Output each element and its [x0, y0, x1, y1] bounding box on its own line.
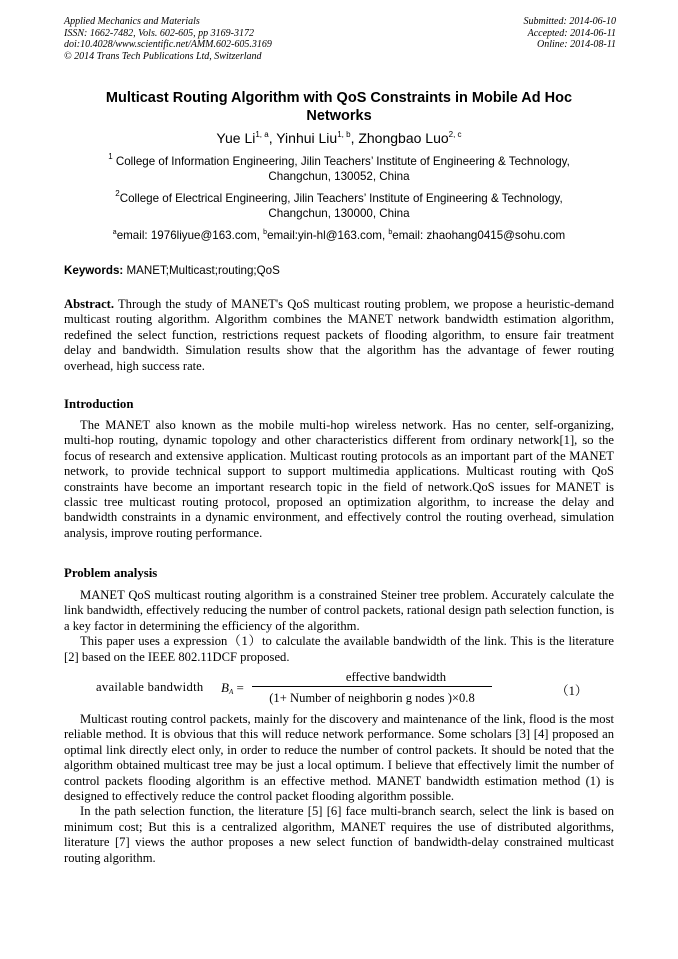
paper-title — [64, 89, 614, 125]
section-heading-introduction: Introduction — [64, 397, 134, 411]
problem-paragraph-3: Multicast routing control packets, mainly for the discovery and maintenance of the link, flood is the most reliable method. It is obvious that this will reduce network performance. Some scholars [3] [4] proposed an optimal link directly elect only, in order to reduce the number of control packets. It should be noted that the algorithm obtained multicast tree may be just a local optimum. I believe that effectively limit the number of control packets flooding algorithm is an effective method. MANET bandwidth estimation method (1) is designed to effectively reduce the control packet flooding algorithm possible. — [64, 712, 614, 804]
fraction-bar — [252, 686, 492, 687]
equation-numerator: effective bandwidth — [345, 670, 447, 684]
introduction-body — [64, 418, 614, 541]
equation-lhs-symbol: B — [221, 680, 229, 695]
email-mark: a — [112, 229, 117, 236]
problem-analysis-body-2 — [64, 712, 614, 866]
affiliation-text: College of Electrical Engineering, Jilin Teachers’ Institute of Engineering & Technology, — [119, 192, 563, 205]
abstract — [64, 297, 614, 374]
problem-analysis-body-1 — [64, 588, 614, 665]
online-date: Online: 2014-08-11 — [537, 39, 616, 50]
email-mark: b — [388, 229, 393, 236]
introduction-paragraph: The MANET also known as the mobile multi-hop wireless network. Has no center, self-organizing, multi-hop routing, dynamic topology and other characteristics different from ordinary network[1], so the focus of research and extensive application. Multicast routing protocols as an important part of the MANET network, to provide technical support to support multimedia applications. Multicast routing with QoS constraints have become an important research topic in the field of network.QoS issues for MANET is classic tree multicast routing protocol, proposed an optimization algorithm, to increase the delay and bandwidth constraints in a dynamic environment, and effectively control the routing overhead, simulation analysis, improve routing performance. — [64, 418, 614, 540]
affiliation-1 — [64, 154, 614, 184]
author-separator: , — [350, 130, 359, 146]
affiliation-city: Changchun, 130000, China — [268, 207, 410, 220]
submitted-date: Submitted: 2014-06-10 — [523, 16, 616, 27]
email-text: email: 1976liyue@163.com, — [116, 229, 264, 242]
affiliation-2 — [64, 191, 614, 221]
issn-line: ISSN: 1662-7482, Vols. 602-605, pp 3169-3172 — [64, 27, 254, 39]
title-line-2: Networks — [306, 108, 372, 124]
author-separator: , — [268, 130, 277, 146]
keywords — [64, 263, 280, 278]
equation-label: available bandwidth — [96, 680, 204, 694]
title-line-1: Multicast Routing Algorithm with QoS Constraints in Mobile Ad Hoc — [105, 90, 573, 106]
accepted-date: Accepted: 2014-06-11 — [527, 27, 616, 39]
copyright-line: © 2014 Trans Tech Publications Ltd, Switzerland — [64, 50, 262, 62]
problem-paragraph-1: MANET QoS multicast routing algorithm is a constrained Steiner tree problem. Accurately calculate the link bandwidth, effectively reducing the number of control packets, rational design path selection function, is a key factor in determining the efficiency of the algorithm. — [64, 588, 614, 633]
author-affiliation-mark: 1, b — [337, 130, 351, 139]
author-list — [64, 129, 614, 147]
abstract-label: Abstract. — [64, 297, 115, 311]
email-list — [64, 228, 614, 243]
equation-number: （1） — [556, 684, 588, 698]
keywords-value: MANET;Multicast;routing;QoS — [123, 264, 280, 277]
equation-equals: = — [233, 680, 244, 695]
problem-paragraph-2: This paper uses a expression（1）to calculate the available bandwidth of the link. This is the literature [2] based on the IEEE 802.11DCF proposed. — [64, 634, 614, 664]
journal-name: Applied Mechanics and Materials — [64, 16, 200, 27]
publication-dates — [524, 16, 617, 51]
author-name: Zhongbao Luo — [358, 130, 449, 146]
author-affiliation-mark: 1, a — [255, 130, 269, 139]
author-name: Yue Li — [216, 130, 256, 146]
affiliation-mark: 2 — [115, 189, 120, 198]
author-affiliation-mark: 2, c — [448, 130, 462, 139]
section-heading-problem-analysis: Problem analysis — [64, 566, 158, 580]
doi-line: doi:10.4028/www.scientific.net/AMM.602-605.3169 — [64, 39, 272, 50]
keywords-label: Keywords: — [64, 264, 124, 277]
problem-paragraph-4: In the path selection function, the literature [5] [6] face multi-branch search, select the link is based on minimum cost; But this is a centralized algorithm, MANET requires the use of distributed algorithms, literature [7] views the author proposes a new select function of bandwidth-delay constrained multicast routing algorithm. — [64, 804, 614, 865]
email-text: email:yin-hl@163.com, — [267, 229, 389, 242]
affiliation-text: College of Information Engineering, Jilin Teachers’ Institute of Engineering & Technology, — [112, 155, 570, 168]
author-name: Yinhui Liu — [276, 130, 338, 146]
equation-lhs — [221, 680, 244, 696]
affiliation-mark: 1 — [108, 152, 113, 161]
email-text: email: zhaohang0415@sohu.com — [392, 229, 566, 242]
journal-info — [64, 16, 272, 62]
email-mark: b — [263, 229, 268, 236]
affiliation-city: Changchun, 130052, China — [268, 170, 410, 183]
abstract-text: Through the study of MANET's QoS multicast routing problem, we propose a heuristic-demand multicast routing algorithm. Algorithm combines the MANET network bandwidth estimation algorithm, redefined the select function, restrictions request packets of flooding algorithm, to ensure fair treatment delay and bandwidth. Simulation results show that the algorithm has the advantage of fewer routing overhead, high success rate. — [64, 297, 614, 373]
equation-lhs-subscript: A — [228, 688, 234, 696]
equation-denominator: (1+ Number of neighborin g nodes )×0.8 — [269, 691, 475, 705]
